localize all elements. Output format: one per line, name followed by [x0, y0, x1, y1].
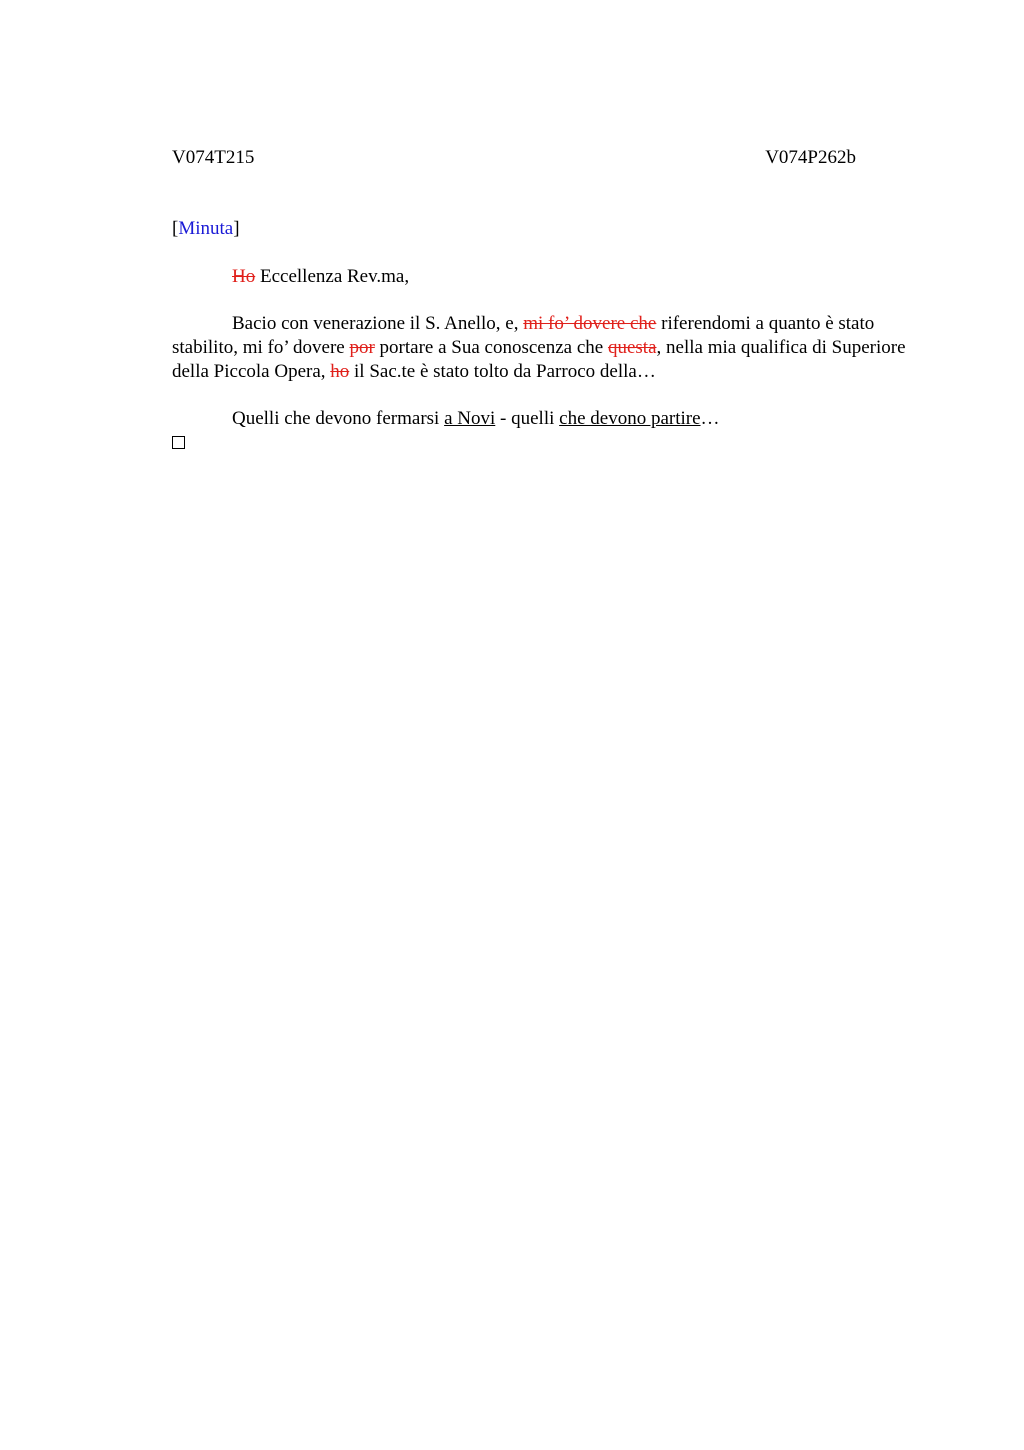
document-code-right: V074P262b: [765, 147, 856, 168]
paragraph-text: Bacio con venerazione il S. Anello, e,: [232, 313, 524, 334]
paragraph-text: portare a Sua conoscenza che: [374, 337, 608, 358]
paragraph-text: riferendomi a quanto è stato stabilito, mi fo’ dovere: [172, 313, 875, 358]
paragraph-text: , nella mia qualifica di Superiore della Piccola Opera,: [172, 337, 906, 382]
paragraph-text: il Sac.te è stato tolto da Parroco della…: [349, 361, 656, 382]
underlined-text: che devono partire: [559, 408, 701, 429]
deleted-text: por: [349, 337, 375, 358]
deleted-text: mi fo’ dovere che: [523, 313, 657, 334]
underlined-text: a Novi: [444, 408, 496, 429]
quelli-line: [172, 407, 912, 431]
minuta-close-bracket: ]: [233, 218, 240, 239]
deleted-text: ho: [330, 361, 350, 382]
letter-paragraph: [172, 312, 912, 384]
salutation: [172, 265, 409, 289]
deleted-word: Ho: [232, 266, 256, 287]
end-marker-square-icon: [172, 436, 185, 449]
document-code-left: V074T215: [172, 147, 255, 168]
minuta-text: Minuta: [178, 218, 234, 239]
salutation-text: Eccellenza Rev.ma,: [255, 266, 410, 287]
minuta-label: [172, 217, 240, 241]
minuta-open-bracket: [: [172, 218, 179, 239]
quelli-text: …: [700, 408, 720, 429]
quelli-text: - quelli: [495, 408, 560, 429]
quelli-text: Quelli che devono fermarsi: [232, 408, 445, 429]
deleted-text: questa: [607, 337, 657, 358]
